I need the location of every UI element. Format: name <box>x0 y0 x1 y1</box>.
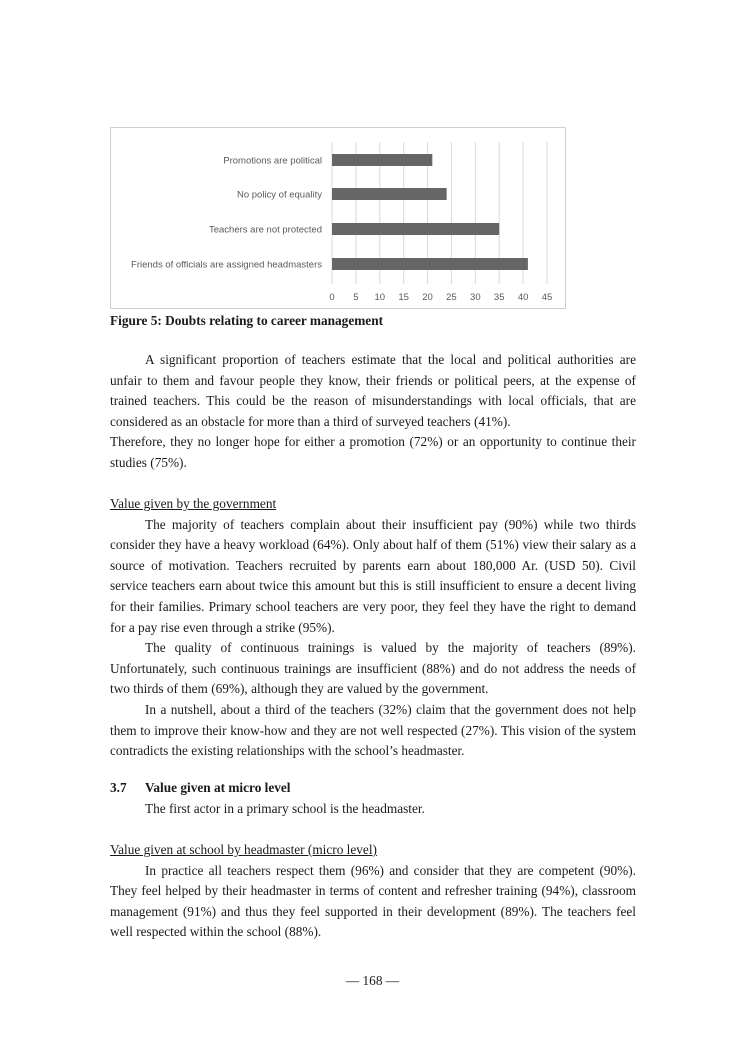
page-number: — 168 — <box>345 973 400 988</box>
paragraph: The first actor in a primary school is the headmaster. <box>145 800 425 816</box>
intro-paragraphs <box>110 350 636 474</box>
subheading-government: Value given by the government <box>110 496 277 511</box>
x-tick-label: 30 <box>470 292 481 303</box>
x-tick-label: 40 <box>517 292 529 303</box>
paragraph: The quality of continuous trainings is valued by the majority of teachers (89%). Unfortunately, such continuous trainings are insufficient (88%) and do not address the needs of two thirds of them (69%), although they are valued by the government. <box>110 640 636 697</box>
section-3-7 <box>110 778 636 819</box>
paragraph: A significant proportion of teachers estimate that the local and political authorities are unfair to them and favour people they know, their friends or political peers, at the expense of trained teachers. This could be the reason of misunderstandings with local officials, that are considered as an obstacle for more than a third of surveyed teachers (41%). <box>110 352 636 429</box>
bar-chart <box>110 127 566 309</box>
bar <box>332 258 528 270</box>
section-heading <box>110 778 636 799</box>
bar <box>332 223 499 235</box>
paragraph: The majority of teachers complain about their insufficient pay (90%) while two thirds consider they have a heavy workload (64%). Only about half of them (51%) view their salary as a source of motivation. Teachers recruited by parents earn about 180,000 Ar. (USD 50). Civil service teachers earn about twice this amount but this is still insufficient to ensure a decent living for their families. Primary school teachers are very poor, they feel they have the right to demand for a pay rise even through a strike (95%). <box>110 516 636 635</box>
x-tick-label: 45 <box>541 292 553 303</box>
bar <box>332 188 447 200</box>
category-label: Friends of officials are assigned headmasters <box>131 259 322 271</box>
section-number: 3.7 <box>110 780 127 795</box>
government-section <box>110 494 636 762</box>
subheading-headmaster: Value given at school by headmaster (micro level) <box>110 842 377 857</box>
category-label: Teachers are not protected <box>208 224 322 236</box>
x-tick-label: 20 <box>422 292 433 303</box>
paragraph: In a nutshell, about a third of the teachers (32%) claim that the government does not help them to improve their know-how and they are not well respected (27%). This vision of the system contradicts the existing relationships with the school’s headmaster. <box>110 701 636 759</box>
x-tick-label: 15 <box>398 292 409 303</box>
figure-caption: Figure 5: Doubts relating to career management <box>110 313 384 328</box>
category-label: Promotions are political <box>223 155 322 167</box>
bar-chart-svg <box>111 128 567 310</box>
x-tick-label: 35 <box>493 292 505 303</box>
x-tick-label: 5 <box>353 292 359 303</box>
bar <box>332 154 432 166</box>
category-label: No policy of equality <box>236 189 322 201</box>
headmaster-section <box>110 840 636 943</box>
x-tick-label: 0 <box>329 292 335 303</box>
x-tick-label: 10 <box>374 292 386 303</box>
paragraph: Therefore, they no longer hope for either a promotion (72%) or an opportunity to continue their studies (75%). <box>110 434 636 470</box>
x-tick-label: 25 <box>446 292 457 303</box>
section-title: Value given at micro level <box>145 780 291 795</box>
paragraph: In practice all teachers respect them (96%) and consider that they are competent (90%). They feel helped by their headmaster in terms of content and refresher training (94%), classroom management (91%) and thus they feel supported in their development (89%). The teachers feel well respected within the school (88%). <box>110 862 636 940</box>
